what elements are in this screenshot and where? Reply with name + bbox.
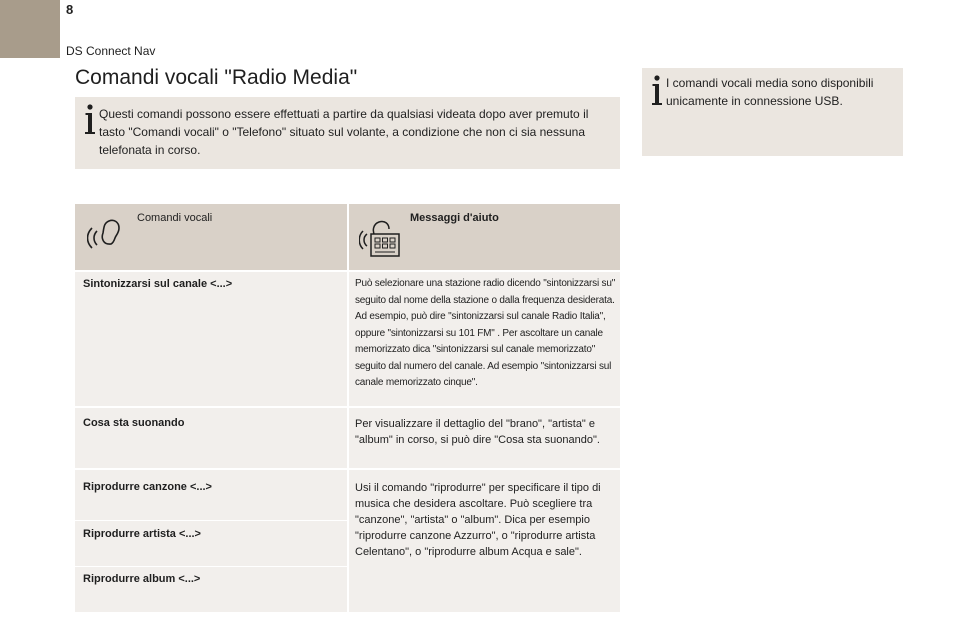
command-label: Sintonizzarsi sul canale <...> — [83, 278, 233, 290]
info-box-usage — [75, 97, 620, 169]
column-divider — [347, 204, 349, 612]
info-icon — [84, 101, 96, 137]
info-box-usb — [642, 68, 903, 156]
section-label: DS Connect Nav — [66, 44, 156, 58]
info-icon — [651, 72, 663, 108]
info-text-usb: I comandi vocali media sono disponibili unicamente in connessione USB. — [666, 76, 874, 108]
help-text: Può selezionare una stazione radio dicendo "sintonizzarsi su" seguito dal nome della stazione o dalla frequenza desiderata. Ad esempio, può dire "sintonizzarsi sul canale Radio Italia", oppure "sintonizzarsi su 101 FM" . Per ascoltare un canale memorizzato dica "sintonizzarsi sul canale memorizzato" seguito dal numero del canale. Ad esempio "sintonizzarsi sul canale memorizzato cinque". — [355, 278, 616, 388]
help-text: Usi il comando "riprodurre" per specificare il tipo di musica che desidera ascoltare. Può scegliere tra "canzone", "artista" o "album". Dica per esempio "riprodurre canzone Azzurro", o "riprodurre artista Celentano", o "riprodurre album Acqua e sale". — [355, 482, 601, 558]
voice-help-screen-icon — [359, 214, 401, 258]
help-text: Per visualizzare il dettaglio del "brano", "artista" e "album" in corso, si può dire "Cosa sta suonando". — [355, 418, 600, 446]
row-divider — [75, 406, 620, 408]
command-label: Cosa sta suonando — [83, 417, 185, 429]
page-title: Comandi vocali "Radio Media" — [75, 66, 358, 89]
voice-commands-table — [75, 204, 620, 612]
voice-command-icon — [87, 214, 123, 252]
command-label: Riprodurre album <...> — [83, 573, 201, 585]
corner-tab — [0, 0, 60, 58]
command-label: Riprodurre canzone <...> — [83, 481, 212, 493]
column-header-help: Messaggi d'aiuto — [410, 212, 499, 224]
command-label: Riprodurre artista <...> — [83, 528, 201, 540]
row-divider — [75, 566, 347, 567]
info-text-usage: Questi comandi possono essere effettuati a partire da qualsiasi videata dopo aver premuto il tasto "Comandi vocali" o "Telefono" situato sul volante, a condizione che non ci sia nessuna telefonata in corso. — [99, 107, 589, 157]
row-divider — [75, 270, 620, 272]
page-number: 8 — [66, 2, 74, 17]
column-header-commands: Comandi vocali — [137, 212, 213, 224]
row-divider — [75, 520, 347, 521]
row-divider — [75, 468, 620, 470]
